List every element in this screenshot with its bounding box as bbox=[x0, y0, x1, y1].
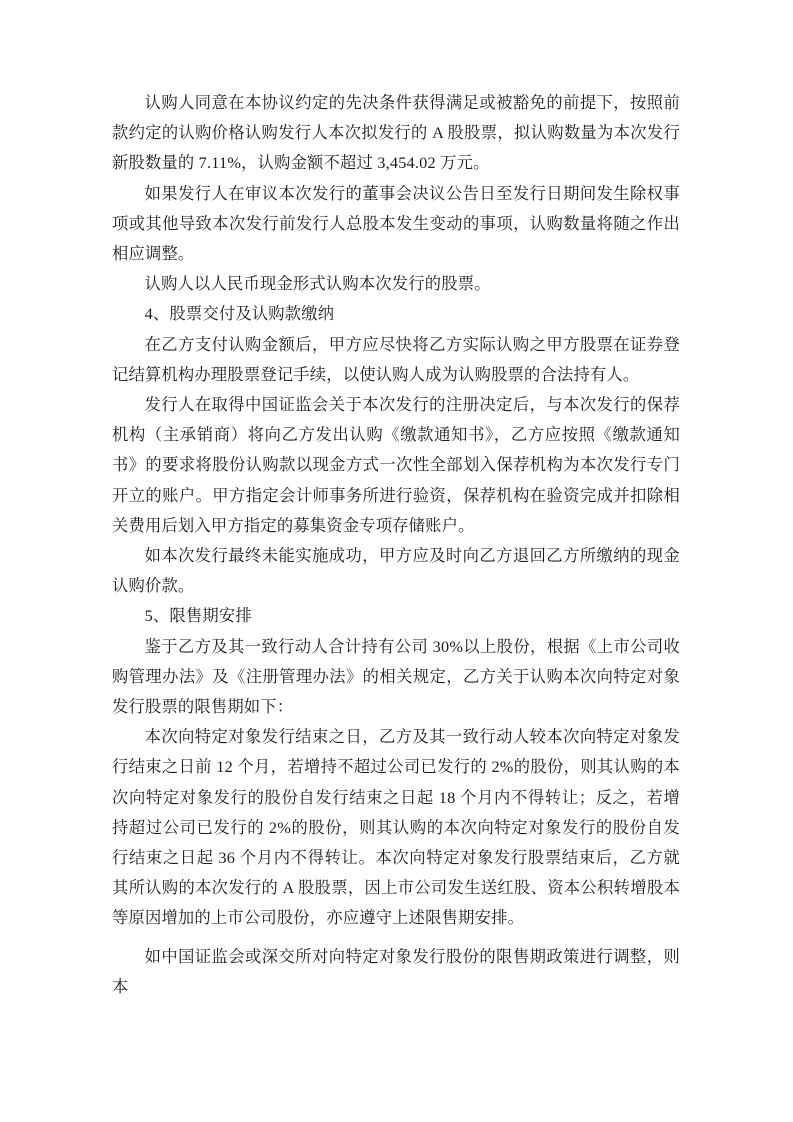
para-lockup-basis: 鉴于乙方及其一致行动人合计持有公司 30%以上股份，根据《上市公司收购管理办法》及《注册管理办法》的相关规定，乙方关于认购本次向特定对象发行股票的限售期如下： bbox=[112, 636, 680, 717]
document-body bbox=[112, 88, 680, 1002]
para-subscription-consent: 认购人同意在本协议约定的先决条件获得满足或被豁免的前提下，按照前款约定的认购价格认购发行人本次拟发行的 A 股股票，拟认购数量为本次发行新股数量的 7.11%，认购金额不超过 3,454.02 万元。 bbox=[112, 93, 680, 173]
para-policy-adjustment: 如中国证监会或深交所对向特定对象发行股份的限售期政策进行调整，则本 bbox=[112, 946, 680, 996]
para-lockup-terms: 本次向特定对象发行结束之日，乙方及其一致行动人较本次向特定对象发行结束之日前 12 个月，若增持不超过公司已发行的 2%的股份，则其认购的本次向特定对象发行的股份自发行结束之日起 18 个月内不得转让；反之，若增持超过公司已发行的 2%的股份，则其认购的本次向特定对象发行的股份自发行结束之日起 36 个月内不得转让。本次向特定对象发行股票结束后，乙方就其所认购的本次发行的 A 股股票，因上市公司发生送红股、资本公积转增股本等原因增加的上市公司股份，亦应遵守上述限售期安排。 bbox=[112, 727, 680, 928]
para-share-registration: 在乙方支付认购金额后，甲方应尽快将乙方实际认购之甲方股票在证券登记结算机构办理股票登记手续，以使认购人成为认购股票的合法持有人。 bbox=[112, 334, 680, 384]
para-refund-clause: 如本次发行最终未能实施成功，甲方应及时向乙方退回乙方所缴纳的现金认购价款。 bbox=[112, 546, 680, 596]
para-payment-notice-procedure: 发行人在取得中国证监会关于本次发行的注册决定后，与本次发行的保荐机构（主承销商）将向乙方发出认购《缴款通知书》，乙方应按照《缴款通知书》的要求将股份认购款以现金方式一次性全部划入保荐机构为本次发行专门开立的账户。甲方指定会计师事务所进行验资，保荐机构在验资完成并扣除相关费用后划入甲方指定的募集资金专项存储账户。 bbox=[112, 395, 680, 535]
heading-section-5-lockup: 5、限售期安排 bbox=[144, 606, 252, 626]
heading-section-4-share-delivery: 4、股票交付及认购款缴纳 bbox=[144, 304, 335, 324]
para-cash-subscription: 认购人以人民币现金形式认购本次发行的股票。 bbox=[144, 274, 491, 294]
para-quantity-adjustment: 如果发行人在审议本次发行的董事会决议公告日至发行日期间发生除权事项或其他导致本次发行前发行人总股本发生变动的事项，认购数量将随之作出相应调整。 bbox=[112, 183, 680, 264]
